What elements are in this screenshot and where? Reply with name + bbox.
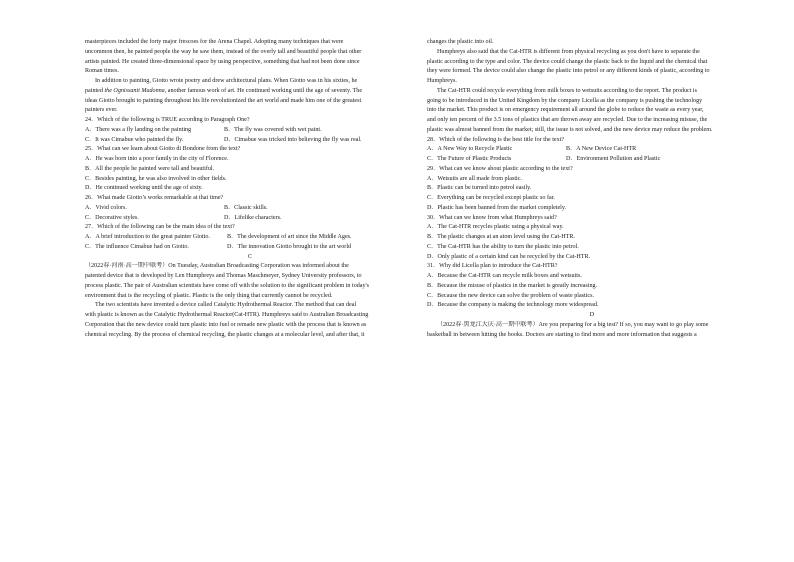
text-line: ideas Giotto brought to painting throughout his life revolutionized the art world and made him one of the greatest (85, 97, 362, 104)
text-line: In addition to painting, Giotto wrote poetry and drew architectural plans. When Giotto was in his sixties, he (95, 78, 358, 84)
option: A．Wetsuits are all made from plastic. (427, 175, 522, 182)
options-row (85, 136, 415, 146)
option: D．Only plastic of a certain kind can be recycled by the Cat-HTR. (427, 253, 591, 260)
option: C．The Future of Plastic Products (427, 156, 512, 162)
section-heading-d: D (589, 312, 595, 318)
text-line: masterpieces included the forty major frescoes for the Arena Chapel. Adopting many techniques that were (85, 39, 344, 45)
option: C．Because the new device can solve the problem of waste plastics. (427, 292, 595, 299)
option: D．The innovation Giotto brought to the art world (227, 243, 352, 250)
text-line: into the market. This product is on emergency requirement all around the globe to reduce the waste as every year, (427, 107, 704, 114)
option: B．Classic skills. (224, 204, 268, 211)
option: A．Because the Cat-HTR can recycle milk boxes and wetsuits. (427, 273, 582, 279)
options-row (85, 233, 415, 243)
question-28: 28．Which of the following is the best title for the text? (427, 136, 565, 143)
options-row (85, 204, 415, 214)
text-line: basketball in between hitting the books. Doctors are starting to find more and more information that suggests a (427, 331, 697, 338)
question-31: 31．Why did Licella plan to introduce the Cat-HTR? (427, 263, 558, 270)
option: D．Plastic has been banned from the market completely. (427, 204, 567, 211)
text-line: （2022春·黑龙江大庆·高一期中联考）Are you preparing for a big test? If so, you may want to go play some (437, 321, 709, 328)
options-row (427, 145, 757, 155)
option: C．The Cat-HTR has the ability to turn the plastic into petrol. (427, 243, 579, 250)
option: B．The plastic changes at an atom level using the Cat-HTR. (427, 234, 575, 240)
text-line: environment that is the recycling of plastic. Plastic is the only thing that currently cannot be recycled. (85, 292, 333, 299)
option: D．Lifelike characters. (224, 214, 282, 221)
text-line: chemical recycling. By the process of chemical recycling, the plastic changes at a molecular level, and after that, it (85, 331, 365, 338)
option: A．Vivid colors. (85, 204, 127, 211)
text-line: they were formed. The device could also change the plastic into petrol or any different kinds of plastic, according to (427, 68, 710, 75)
text-line: process plastic. The pair of Australian scientists have come off with the solution to the significant problem in today's (85, 282, 370, 289)
question-24: 24．Which of the following is TRUE according to Paragraph One? (85, 117, 250, 123)
left-column (85, 38, 415, 340)
option: D．Environment Pollution and Plastic (566, 156, 661, 162)
question-27: 27．Which of the following can be the main idea of the text? (85, 224, 235, 231)
option: C．It was Cimabue who painted the fly. (85, 136, 184, 143)
text-line: changes the plastic into oil. (427, 39, 494, 45)
question-29: 29．What can we know about plastic according to the text? (427, 165, 573, 172)
text-line: plastic was almost banned from the market; still, the issue is not solved, and the new device may reduce the problem. (427, 126, 713, 133)
option: B．A New Device Cat-HTR (566, 146, 637, 153)
option: B．Because the misuse of plastics in the market is greatly increasing. (427, 282, 598, 289)
text-line: and only ten percent of the 3.5 tons of plastics that are thrown away are recycled. Due to the increasing misuse, the (427, 117, 708, 123)
question-26: 26．What made Giotto’s works remarkable at that time? (85, 195, 224, 201)
text-line: Humphreys also said that the Cat-HTR is different from physical recycling as you don't have to separate the (437, 48, 700, 55)
options-row (85, 214, 415, 224)
text-line: The two scientists have invented a device called Catalytic Hydrothermal Reactor. The method that can deal (95, 302, 357, 309)
option: C．Besides painting, he was also involved in other fields. (85, 175, 227, 182)
options-row (85, 126, 415, 136)
option: A．A brief introduction to the great painter Giotto. (85, 234, 210, 240)
option: A．A New Way to Recycle Plastic (427, 146, 513, 153)
text-line: plastic according to the type and color. The device could change the plastic back to the liquid and the chemical that (427, 58, 708, 65)
option: A．The Cat-HTR recycles plastic using a physical way. (427, 224, 564, 231)
right-column (427, 38, 757, 340)
option: C．The influence Cimabue had on Giotto. (85, 243, 189, 250)
question-25: 25．What can we learn about Giotto di Bondone from the text? (85, 146, 241, 153)
text-line: Humphreys. (427, 78, 457, 84)
option: B．The fly was covered with wet paint. (224, 126, 322, 133)
option: B．Plastic can be turned into petrol easily. (427, 185, 532, 192)
text-line: （2022春·河南·高一期中联考）On Tuesday, Australian Broadcasting Corporation was informed about the (85, 263, 349, 270)
options-row (85, 243, 415, 253)
section-heading-c: C (247, 253, 253, 260)
option: A．There was a fly landing on the painting (85, 126, 192, 133)
text-line: artists painted. He created three-dimensional space by using perspective, something that had not been done since (85, 58, 360, 65)
question-30: 30．What can we know from what Humphreys said? (427, 214, 557, 221)
text-line: patented device that is developed by Len Humphreys and Thomas Maschmeyer, Sydney University professors, to (85, 273, 362, 279)
option: D．He continued working until the age of sixty. (85, 185, 203, 192)
options-row (427, 155, 757, 165)
option: B．All the people he painted were tall and beautiful. (85, 165, 215, 172)
text-line: uncommon then, he painted people the way he saw them, instead of the overly tall and beautiful people that other (85, 48, 362, 55)
option: D．Cimabue was tricked into believing the fly was real. (224, 136, 362, 143)
option: B．The development of art since the Middle Ages. (227, 234, 352, 240)
artwork-title: the Ognissanti Madonna (104, 87, 165, 94)
text-line: painters ever. (85, 107, 118, 114)
text-line: The Cat-HTR could recycle everything from milk boxes to wetsuits according to the report. The product is (437, 87, 697, 94)
text-line: going to be introduced in the United Kingdom by the company Licella as the company is pushing the technology (427, 97, 703, 104)
text-line: Roman times. (85, 68, 119, 75)
option: D．Because the company is making the technology more widespread. (427, 302, 599, 309)
option: A．He was born into a poor family in the city of Florence. (85, 156, 229, 162)
text-line: painted the Ognissanti Madonna, another famous work of art. He continued working until the age of seventy. The (85, 87, 363, 94)
text-line: Corporation that the new device could turn plastic into fuel or remade new plastic with the process that is known as (85, 321, 367, 328)
option: C．Everything can be recycled except plastic so far. (427, 195, 555, 201)
option: C．Decorative styles. (85, 214, 139, 221)
text-line: with plastic is known as the Catalytic Hydrothermal Reactor(Cat-HTR). Humphreys said to Australian Broadcasting (85, 312, 369, 318)
